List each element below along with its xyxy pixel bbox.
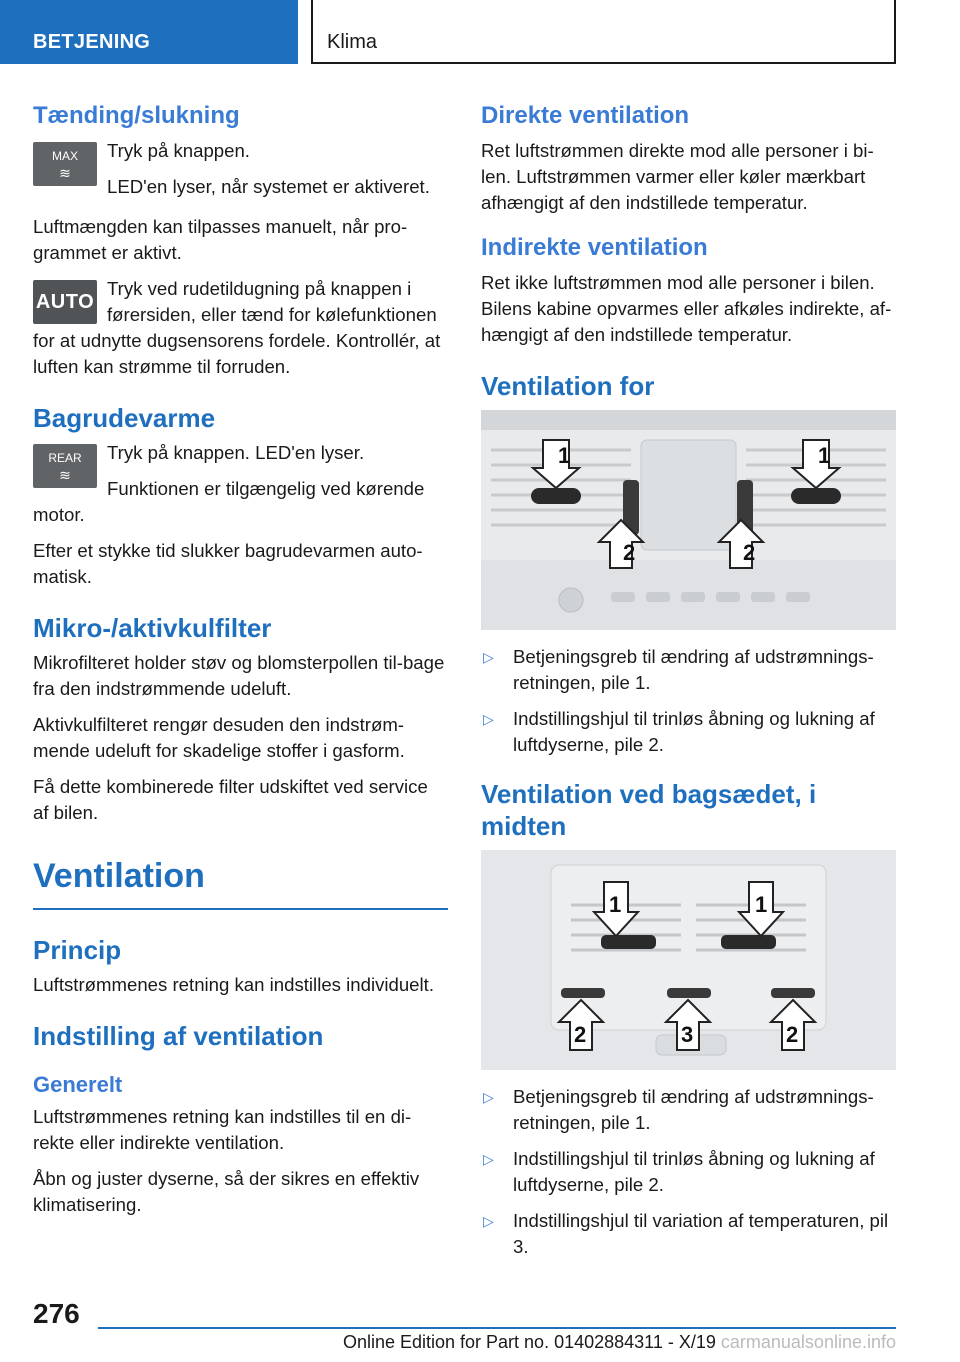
front-vents-svg (481, 410, 896, 630)
footer-edition (98, 1332, 896, 1353)
auto-text: Tryk ved rudetildugning på knappen i førersiden, eller tænd for kølefunktionen for at udnytte dugsensorens fordele. Kontrollér, at luften kan strømme til forruden. (33, 278, 441, 377)
rear-label-2b: 2 (786, 1022, 799, 1047)
section-label: BETJENING (33, 31, 151, 53)
rear-vents-svg (481, 850, 896, 1070)
heading-taending: Tænding/slukning (33, 102, 240, 129)
front-label-2b: 2 (743, 540, 756, 565)
direkte-text: Ret luftstrømmen direkte mod alle personer i bi‐len. Luftstrømmen varmer eller køler mærkbart afhængigt af den indstillede temperatur. (481, 140, 874, 213)
heading-ventilation-for: Ventilation for (481, 371, 655, 401)
rear-text-2: Funktionen er tilgængelig ved kørende motor. (33, 478, 425, 525)
footer-divider (98, 1327, 896, 1329)
indirekte-text: Ret ikke luftstrømmen mod alle personer i bilen. Bilens kabine opvarmes eller afkøles indirekte, af‐hængigt af den indstillede temperatur. (481, 272, 892, 345)
triangle-bullet-icon: ▷ (483, 649, 494, 665)
heading-ventilation: Ventilation (33, 854, 448, 910)
max-text-1: Tryk på knappen. (107, 140, 250, 161)
front-label-1a: 1 (558, 443, 571, 468)
princip-text: Luftstrømmenes retning kan indstilles individuelt. (33, 974, 434, 995)
page-number: 276 (33, 1298, 80, 1329)
triangle-bullet-icon: ▷ (483, 711, 494, 727)
front-label-2a: 2 (623, 540, 636, 565)
rear-label-3: 3 (681, 1022, 694, 1047)
watermark-text: carmanualsonline.info (720, 1332, 896, 1352)
bullet-text: Indstillingshjul til trinløs åbning og lukning af luftdyserne, pile 2. (513, 1148, 875, 1195)
chapter-label: Klima (327, 31, 378, 53)
mikro-text-2: Aktivkulfilteret rengør desuden den indstrøm‐mende udeluft for skadelige stoffer i gasform. (33, 714, 405, 761)
bullet-text: Betjeningsgreb til ændring af udstrømnings‐retningen, pile 1. (513, 646, 874, 693)
max-label: MAX (51, 149, 78, 163)
list-item (481, 1208, 896, 1260)
front-vents-illustration (481, 410, 896, 630)
rear-label-1b: 1 (755, 892, 768, 917)
heading-bagrude: Bagrudevarme (33, 403, 216, 433)
edition-text: Online Edition for Part no. 01402884311 - X/19 (342, 1332, 716, 1352)
triangle-bullet-icon: ▷ (483, 1089, 494, 1105)
rear-vents-illustration (481, 850, 896, 1070)
triangle-bullet-icon: ▷ (483, 1213, 494, 1229)
auto-label: AUTO (35, 291, 95, 313)
list-item (481, 1146, 896, 1198)
section-tab (0, 0, 298, 64)
auto-button-icon (33, 280, 97, 324)
heading-indirekte: Indirekte ventilation (481, 234, 708, 261)
chapter-tab (311, 0, 896, 64)
mikro-text-1: Mikrofilteret holder støv og blomsterpollen til‐bage fra den indstrømmende udeluft. (33, 652, 445, 699)
heading-direkte: Direkte ventilation (481, 102, 690, 129)
right-column (481, 100, 896, 1270)
generelt-text-1: Luftstrømmenes retning kan indstilles til en di‐rekte eller indirekte ventilation. (33, 1106, 412, 1153)
rear-label-2a: 2 (574, 1022, 587, 1047)
generelt-text-2: Åbn og juster dyserne, så der sikres en effektiv klimatisering. (33, 1168, 420, 1215)
list-item (481, 1084, 896, 1136)
mikro-text-3: Få dette kombinerede filter udskiftet ved service af bilen. (33, 776, 428, 823)
max-defrost-button-icon (33, 142, 97, 186)
bullet-text: Indstillingshjul til variation af temperaturen, pil 3. (513, 1210, 889, 1257)
front-label-1b: 1 (818, 443, 831, 468)
heading-princip: Princip (33, 935, 122, 965)
rear-lines-icon: ≋ (59, 467, 71, 483)
heading-bagsaede: Ventilation ved bagsædet, i midten (481, 779, 817, 841)
heading-generelt: Generelt (33, 1072, 123, 1097)
heading-mikro: Mikro-/aktivkulfilter (33, 613, 272, 643)
triangle-bullet-icon: ▷ (483, 1151, 494, 1167)
rear-defrost-button-icon (33, 444, 97, 488)
defrost-lines-icon: ≋ (59, 165, 71, 181)
rear-text-1: Tryk på knappen. LED'en lyser. (107, 442, 365, 463)
bullet-text: Indstillingshjul til trinløs åbning og lukning af luftdyserne, pile 2. (513, 708, 875, 755)
luftmaengde-text: Luftmængden kan tilpasses manuelt, når pro‐grammet er aktivt. (33, 216, 408, 263)
heading-indstilling: Indstilling af ventilation (33, 1021, 324, 1051)
left-column (33, 100, 448, 1228)
list-item (481, 706, 896, 758)
bullet-text: Betjeningsgreb til ændring af udstrømnings‐retningen, pile 1. (513, 1086, 874, 1133)
rear-label-1a: 1 (609, 892, 622, 917)
rear-text-3: Efter et stykke tid slukker bagrudevarmen auto‐matisk. (33, 540, 423, 587)
rear-label: REAR (48, 451, 82, 465)
list-item (481, 644, 896, 696)
max-text-2: LED'en lyser, når systemet er aktiveret. (107, 176, 430, 197)
